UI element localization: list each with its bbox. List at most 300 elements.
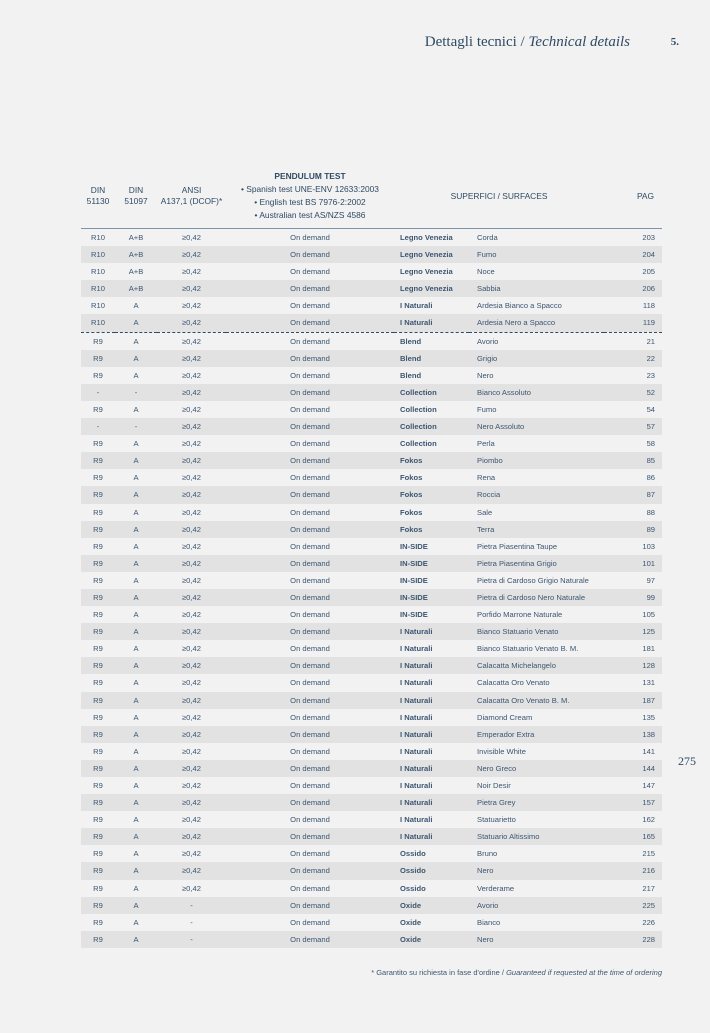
cell-din-51130: R9 bbox=[93, 439, 103, 449]
page-number: 275 bbox=[678, 754, 696, 768]
footnote-english: Guaranteed if requested at the time of ordering bbox=[506, 968, 662, 977]
cell-ansi: ≥0,42 bbox=[157, 486, 226, 503]
cell-page: 52 bbox=[604, 384, 662, 401]
cell-pendulum: On demand bbox=[290, 301, 330, 311]
table-row bbox=[81, 572, 662, 589]
cell-din-51130: R9 bbox=[81, 521, 115, 538]
cell-din-51097: A bbox=[115, 486, 157, 503]
cell-page: 88 bbox=[646, 507, 656, 517]
table-row bbox=[81, 674, 662, 691]
cell-surface: Bianco Assoluto bbox=[469, 384, 604, 401]
cell-ansi: ≥0,42 bbox=[182, 610, 201, 620]
cell-surface: Pietra di Cardoso Nero Naturale bbox=[469, 589, 604, 606]
table-row bbox=[81, 726, 662, 743]
cell-ansi: ≥0,42 bbox=[157, 280, 226, 297]
cell-page: 22 bbox=[604, 350, 662, 367]
cell-pendulum: On demand bbox=[290, 781, 330, 790]
cell-page: 119 bbox=[604, 314, 662, 332]
table-row bbox=[81, 794, 662, 811]
cell-ansi: ≥0,42 bbox=[182, 233, 201, 242]
cell-pendulum: On demand bbox=[226, 350, 394, 367]
cell-page: 135 bbox=[642, 712, 656, 722]
cell-ansi: ≥0,42 bbox=[182, 439, 201, 449]
table-row bbox=[81, 623, 662, 640]
cell-surface: Grigio bbox=[469, 350, 604, 367]
cell-pendulum: On demand bbox=[290, 678, 330, 688]
cell-surface: Invisible White bbox=[477, 746, 526, 756]
cell-collection: I Naturali bbox=[394, 726, 469, 743]
table-row bbox=[81, 521, 662, 538]
cell-din-51097: A+B bbox=[128, 267, 144, 277]
cell-page: 101 bbox=[604, 555, 662, 572]
cell-ansi: ≥0,42 bbox=[182, 404, 201, 414]
cell-page: 204 bbox=[604, 246, 662, 263]
table-row bbox=[81, 914, 662, 931]
cell-din-51097: A bbox=[115, 828, 157, 845]
cell-page: 162 bbox=[642, 815, 656, 825]
cell-collection: Oxide bbox=[394, 897, 469, 914]
cell-collection: Fokos bbox=[394, 521, 469, 538]
table-body bbox=[81, 229, 662, 948]
cell-din-51097: A bbox=[133, 644, 139, 654]
cell-page: 131 bbox=[642, 678, 656, 688]
cell-collection: Ossido bbox=[400, 883, 426, 893]
cell-surface: Bianco Statuario Venato B. M. bbox=[477, 644, 579, 654]
cell-collection: Fokos bbox=[394, 452, 469, 469]
cell-collection: Collection bbox=[400, 404, 437, 414]
cell-page: 165 bbox=[604, 828, 662, 845]
cell-din-51097: A bbox=[133, 370, 139, 380]
table-row bbox=[81, 743, 662, 760]
cell-din-51130: - bbox=[81, 418, 115, 435]
cell-pendulum: On demand bbox=[290, 473, 330, 483]
cell-din-51130: R9 bbox=[93, 746, 103, 756]
cell-din-51097: A bbox=[133, 712, 139, 722]
table-row bbox=[81, 897, 662, 914]
table-row bbox=[81, 401, 662, 418]
cell-din-51097: A bbox=[133, 883, 139, 893]
cell-pendulum: On demand bbox=[290, 644, 330, 654]
cell-surface: Ardesia Nero a Spacco bbox=[469, 314, 604, 332]
table-row bbox=[81, 692, 662, 709]
table-row bbox=[81, 435, 662, 452]
cell-page: 147 bbox=[642, 781, 656, 790]
table-row bbox=[81, 469, 662, 486]
technical-details-table bbox=[81, 170, 662, 948]
cell-surface: Corda bbox=[477, 233, 498, 242]
table-row bbox=[81, 350, 662, 367]
cell-surface: Fumo bbox=[469, 246, 604, 263]
cell-pendulum: On demand bbox=[226, 931, 394, 948]
cell-page: 216 bbox=[604, 862, 662, 879]
cell-page: 23 bbox=[646, 370, 656, 380]
section-number: 5. bbox=[670, 36, 679, 48]
cell-pendulum: On demand bbox=[290, 507, 330, 517]
cell-din-51130: R9 bbox=[81, 452, 115, 469]
cell-din-51097: A bbox=[115, 657, 157, 674]
cell-surface: Terra bbox=[469, 521, 604, 538]
cell-page: 118 bbox=[642, 301, 656, 311]
cell-din-51130: R10 bbox=[91, 301, 105, 311]
table-row bbox=[81, 418, 662, 435]
cell-surface: Ardesia Bianco a Spacco bbox=[477, 301, 562, 311]
cell-ansi: ≥0,42 bbox=[157, 692, 226, 709]
cell-page: 99 bbox=[604, 589, 662, 606]
cell-din-51097: A bbox=[115, 555, 157, 572]
cell-collection: I Naturali bbox=[394, 623, 469, 640]
cell-pendulum: On demand bbox=[226, 589, 394, 606]
cell-collection: I Naturali bbox=[400, 815, 433, 825]
table-row bbox=[81, 931, 662, 948]
cell-din-51097: A bbox=[115, 521, 157, 538]
cell-surface: Bianco bbox=[477, 917, 501, 927]
cell-surface: Roccia bbox=[469, 486, 604, 503]
table-row bbox=[81, 504, 662, 521]
cell-pendulum: On demand bbox=[226, 384, 394, 401]
cell-pendulum: On demand bbox=[290, 849, 330, 859]
cell-surface: Calacatta Oro Venato B. M. bbox=[469, 692, 604, 709]
cell-din-51097: A bbox=[133, 541, 139, 551]
cell-collection: Oxide bbox=[400, 917, 422, 927]
cell-din-51130: R9 bbox=[81, 931, 115, 948]
cell-din-51130: R9 bbox=[81, 657, 115, 674]
cell-collection: I Naturali bbox=[400, 678, 433, 688]
cell-surface: Sabbia bbox=[469, 280, 604, 297]
cell-pendulum: On demand bbox=[226, 280, 394, 297]
cell-pendulum: On demand bbox=[226, 828, 394, 845]
cell-ansi: ≥0,42 bbox=[182, 301, 201, 311]
cell-ansi: ≥0,42 bbox=[157, 350, 226, 367]
cell-ansi: ≥0,42 bbox=[157, 384, 226, 401]
cell-collection: Fokos bbox=[394, 486, 469, 503]
cell-din-51097: A bbox=[133, 815, 139, 825]
cell-ansi: - bbox=[190, 917, 193, 927]
cell-collection: Oxide bbox=[394, 931, 469, 948]
cell-surface: Nero Greco bbox=[469, 760, 604, 777]
cell-pendulum: On demand bbox=[226, 726, 394, 743]
table-row bbox=[81, 862, 662, 879]
cell-din-51130: R9 bbox=[81, 794, 115, 811]
cell-page: 215 bbox=[642, 849, 656, 859]
cell-page: 138 bbox=[604, 726, 662, 743]
cell-din-51097: - bbox=[115, 384, 157, 401]
cell-ansi: ≥0,42 bbox=[182, 746, 201, 756]
cell-surface: Calacatta Oro Venato bbox=[477, 678, 550, 688]
cell-surface: Bruno bbox=[477, 849, 498, 859]
cell-din-51130: R9 bbox=[81, 726, 115, 743]
cell-ansi: ≥0,42 bbox=[157, 246, 226, 263]
cell-page: 57 bbox=[604, 418, 662, 435]
cell-collection: Legno Venezia bbox=[394, 280, 469, 297]
cell-collection: Legno Venezia bbox=[394, 246, 469, 263]
header-ansi: ANSI A137,1 (DCOF)* bbox=[157, 170, 226, 229]
cell-page: 54 bbox=[646, 404, 656, 414]
cell-ansi: - bbox=[157, 897, 226, 914]
cell-surface: Emperador Extra bbox=[469, 726, 604, 743]
cell-page: 228 bbox=[604, 931, 662, 948]
cell-surface: Noce bbox=[477, 267, 495, 277]
cell-din-51130: R9 bbox=[93, 644, 103, 654]
cell-page: 144 bbox=[604, 760, 662, 777]
cell-page: 225 bbox=[604, 897, 662, 914]
cell-page: 128 bbox=[604, 657, 662, 674]
cell-din-51097: A bbox=[133, 336, 139, 346]
table-row bbox=[81, 845, 662, 862]
cell-din-51097: A+B bbox=[128, 233, 144, 242]
cell-collection: I Naturali bbox=[394, 794, 469, 811]
cell-surface: Pietra Piasentina Grigio bbox=[469, 555, 604, 572]
cell-din-51130: R9 bbox=[81, 760, 115, 777]
header-pag: PAG bbox=[604, 170, 662, 229]
cell-page: 203 bbox=[642, 233, 656, 242]
cell-surface: Pietra Piasentina Taupe bbox=[477, 541, 558, 551]
cell-surface: Pietra Grey bbox=[469, 794, 604, 811]
cell-page: 97 bbox=[646, 575, 656, 585]
cell-collection: IN-SIDE bbox=[400, 575, 428, 585]
cell-din-51097: A+B bbox=[115, 246, 157, 263]
cell-collection: Ossido bbox=[394, 862, 469, 879]
table-row bbox=[81, 367, 662, 384]
cell-ansi: ≥0,42 bbox=[182, 473, 201, 483]
cell-surface: Nero bbox=[469, 931, 604, 948]
cell-surface: Statuarietto bbox=[477, 815, 516, 825]
cell-surface: Perla bbox=[477, 439, 495, 449]
table-row bbox=[81, 589, 662, 606]
cell-ansi: ≥0,42 bbox=[157, 862, 226, 879]
cell-surface: Verderame bbox=[477, 883, 515, 893]
cell-ansi: ≥0,42 bbox=[157, 760, 226, 777]
cell-page: 21 bbox=[646, 336, 656, 346]
cell-din-51097: A bbox=[115, 897, 157, 914]
cell-page: 141 bbox=[642, 746, 656, 756]
cell-surface: Pietra di Cardoso Grigio Naturale bbox=[477, 575, 589, 585]
table-row bbox=[81, 229, 662, 247]
cell-surface: Porfido Marrone Naturale bbox=[477, 610, 563, 620]
table-row bbox=[81, 606, 662, 623]
cell-din-51130: R9 bbox=[93, 883, 103, 893]
cell-din-51130: R9 bbox=[93, 712, 103, 722]
cell-surface: Nero bbox=[469, 862, 604, 879]
table-header bbox=[81, 170, 662, 229]
cell-din-51097: A bbox=[115, 931, 157, 948]
cell-din-51097: A bbox=[133, 507, 139, 517]
cell-din-51097: A bbox=[133, 439, 139, 449]
table-row bbox=[81, 314, 662, 332]
cell-din-51130: R9 bbox=[81, 350, 115, 367]
cell-pendulum: On demand bbox=[226, 452, 394, 469]
cell-collection: Fokos bbox=[400, 473, 423, 483]
cell-ansi: ≥0,42 bbox=[157, 623, 226, 640]
cell-din-51097: A bbox=[133, 575, 139, 585]
cell-pendulum: On demand bbox=[226, 760, 394, 777]
cell-collection: Collection bbox=[394, 418, 469, 435]
table-row bbox=[81, 263, 662, 280]
cell-page: 217 bbox=[642, 883, 656, 893]
cell-ansi: ≥0,42 bbox=[157, 314, 226, 332]
cell-pendulum: On demand bbox=[226, 657, 394, 674]
cell-ansi: ≥0,42 bbox=[182, 815, 201, 825]
cell-surface: Noir Desir bbox=[477, 781, 511, 790]
cell-ansi: ≥0,42 bbox=[157, 418, 226, 435]
cell-pendulum: On demand bbox=[290, 575, 330, 585]
cell-collection: IN-SIDE bbox=[400, 610, 428, 620]
table-row bbox=[81, 657, 662, 674]
cell-ansi: ≥0,42 bbox=[157, 555, 226, 572]
cell-ansi: ≥0,42 bbox=[182, 883, 201, 893]
page-title-english: Technical details bbox=[528, 34, 630, 50]
cell-page: 125 bbox=[604, 623, 662, 640]
cell-din-51097: A bbox=[133, 746, 139, 756]
header-din-51130: DIN 51130 bbox=[81, 170, 115, 229]
cell-surface: Avorio bbox=[469, 897, 604, 914]
cell-din-51097: A bbox=[115, 589, 157, 606]
footnote-italian: * Garantito su richiesta in fase d'ordine / bbox=[371, 968, 504, 977]
cell-din-51130: - bbox=[81, 384, 115, 401]
cell-page: 58 bbox=[646, 439, 656, 449]
cell-ansi: ≥0,42 bbox=[182, 575, 201, 585]
cell-collection: I Naturali bbox=[394, 314, 469, 332]
table-row bbox=[81, 760, 662, 777]
cell-pendulum: On demand bbox=[290, 439, 330, 449]
cell-collection: IN-SIDE bbox=[400, 541, 428, 551]
cell-din-51130: R10 bbox=[91, 233, 105, 242]
cell-din-51097: A bbox=[133, 301, 139, 311]
cell-din-51097: A bbox=[133, 473, 139, 483]
cell-page: 181 bbox=[642, 644, 656, 654]
cell-din-51130: R9 bbox=[93, 678, 103, 688]
cell-collection: Blend bbox=[400, 370, 422, 380]
cell-din-51097: A bbox=[115, 794, 157, 811]
cell-din-51130: R10 bbox=[81, 280, 115, 297]
cell-page: 103 bbox=[642, 541, 656, 551]
cell-pendulum: On demand bbox=[226, 623, 394, 640]
cell-collection: Collection bbox=[400, 439, 437, 449]
cell-pendulum: On demand bbox=[226, 555, 394, 572]
cell-ansi: ≥0,42 bbox=[182, 712, 201, 722]
cell-pendulum: On demand bbox=[226, 521, 394, 538]
cell-page: 206 bbox=[604, 280, 662, 297]
cell-din-51130: R9 bbox=[81, 897, 115, 914]
cell-collection: I Naturali bbox=[400, 781, 433, 790]
table-row bbox=[81, 332, 662, 350]
table-row bbox=[81, 828, 662, 845]
cell-page: 157 bbox=[604, 794, 662, 811]
cell-pendulum: On demand bbox=[226, 794, 394, 811]
cell-collection: Ossido bbox=[400, 849, 426, 859]
cell-din-51130: R10 bbox=[81, 246, 115, 263]
header-pendulum-test: PENDULUM TEST • Spanish test UNE-ENV 12633:2003 • English test BS 7976-2:2002 • Australian test AS/NZS 4586 bbox=[226, 170, 394, 229]
header-surfaces: SUPERFICI / SURFACES bbox=[394, 170, 604, 229]
table-row bbox=[81, 280, 662, 297]
cell-din-51130: R9 bbox=[81, 555, 115, 572]
page-title bbox=[425, 34, 630, 51]
table-row bbox=[81, 880, 662, 897]
cell-surface: Nero Assoluto bbox=[469, 418, 604, 435]
cell-din-51097: A+B bbox=[115, 280, 157, 297]
cell-ansi: ≥0,42 bbox=[182, 507, 201, 517]
cell-ansi: ≥0,42 bbox=[182, 336, 201, 346]
cell-din-51130: R9 bbox=[93, 610, 103, 620]
cell-din-51130: R9 bbox=[93, 781, 103, 790]
cell-collection: Fokos bbox=[400, 507, 423, 517]
cell-pendulum: On demand bbox=[290, 336, 330, 346]
cell-page: 89 bbox=[604, 521, 662, 538]
cell-surface: Avorio bbox=[477, 336, 499, 346]
cell-din-51130: R9 bbox=[93, 541, 103, 551]
table-row bbox=[81, 811, 662, 828]
cell-pendulum: On demand bbox=[290, 712, 330, 722]
cell-ansi: ≥0,42 bbox=[157, 726, 226, 743]
cell-collection: Legno Venezia bbox=[400, 267, 453, 277]
cell-din-51097: A bbox=[115, 726, 157, 743]
cell-page: 85 bbox=[604, 452, 662, 469]
cell-pendulum: On demand bbox=[290, 404, 330, 414]
table-row bbox=[81, 538, 662, 555]
cell-collection: Blend bbox=[400, 336, 422, 346]
cell-din-51097: A bbox=[115, 623, 157, 640]
cell-pendulum: On demand bbox=[226, 314, 394, 332]
table-row bbox=[81, 384, 662, 401]
cell-page: 105 bbox=[642, 610, 656, 620]
cell-din-51097: - bbox=[115, 418, 157, 435]
cell-page: 205 bbox=[642, 267, 656, 277]
cell-din-51130: R9 bbox=[81, 589, 115, 606]
cell-din-51130: R10 bbox=[81, 314, 115, 332]
cell-ansi: ≥0,42 bbox=[182, 849, 201, 859]
table-row bbox=[81, 452, 662, 469]
cell-ansi: ≥0,42 bbox=[182, 678, 201, 688]
cell-din-51097: A bbox=[133, 917, 139, 927]
cell-pendulum: On demand bbox=[290, 541, 330, 551]
cell-din-51097: A bbox=[115, 692, 157, 709]
cell-ansi: ≥0,42 bbox=[157, 657, 226, 674]
cell-surface: Nero bbox=[477, 370, 494, 380]
table-row bbox=[81, 709, 662, 726]
cell-collection: Blend bbox=[394, 350, 469, 367]
cell-surface: Piombo bbox=[469, 452, 604, 469]
footnote bbox=[371, 968, 662, 977]
cell-din-51097: A bbox=[133, 610, 139, 620]
cell-pendulum: On demand bbox=[226, 897, 394, 914]
cell-din-51130: R9 bbox=[93, 404, 103, 414]
cell-pendulum: On demand bbox=[226, 692, 394, 709]
cell-ansi: ≥0,42 bbox=[157, 452, 226, 469]
cell-page: 187 bbox=[604, 692, 662, 709]
cell-din-51097: A bbox=[115, 760, 157, 777]
cell-pendulum: On demand bbox=[290, 815, 330, 825]
cell-ansi: ≥0,42 bbox=[182, 644, 201, 654]
cell-pendulum: On demand bbox=[290, 233, 330, 242]
cell-collection: Collection bbox=[394, 384, 469, 401]
cell-din-51130: R9 bbox=[81, 486, 115, 503]
cell-collection: I Naturali bbox=[400, 712, 433, 722]
cell-surface: Statuario Altissimo bbox=[469, 828, 604, 845]
cell-din-51130: R9 bbox=[81, 828, 115, 845]
cell-collection: IN-SIDE bbox=[394, 589, 469, 606]
cell-din-51130: R9 bbox=[81, 623, 115, 640]
cell-din-51097: A bbox=[115, 350, 157, 367]
cell-din-51130: R9 bbox=[93, 575, 103, 585]
table-row bbox=[81, 777, 662, 794]
cell-din-51097: A bbox=[115, 452, 157, 469]
cell-ansi: ≥0,42 bbox=[182, 781, 201, 790]
cell-collection: I Naturali bbox=[400, 644, 433, 654]
cell-ansi: ≥0,42 bbox=[182, 541, 201, 551]
cell-ansi: ≥0,42 bbox=[157, 521, 226, 538]
cell-collection: I Naturali bbox=[394, 657, 469, 674]
cell-pendulum: On demand bbox=[226, 418, 394, 435]
cell-ansi: ≥0,42 bbox=[182, 267, 201, 277]
